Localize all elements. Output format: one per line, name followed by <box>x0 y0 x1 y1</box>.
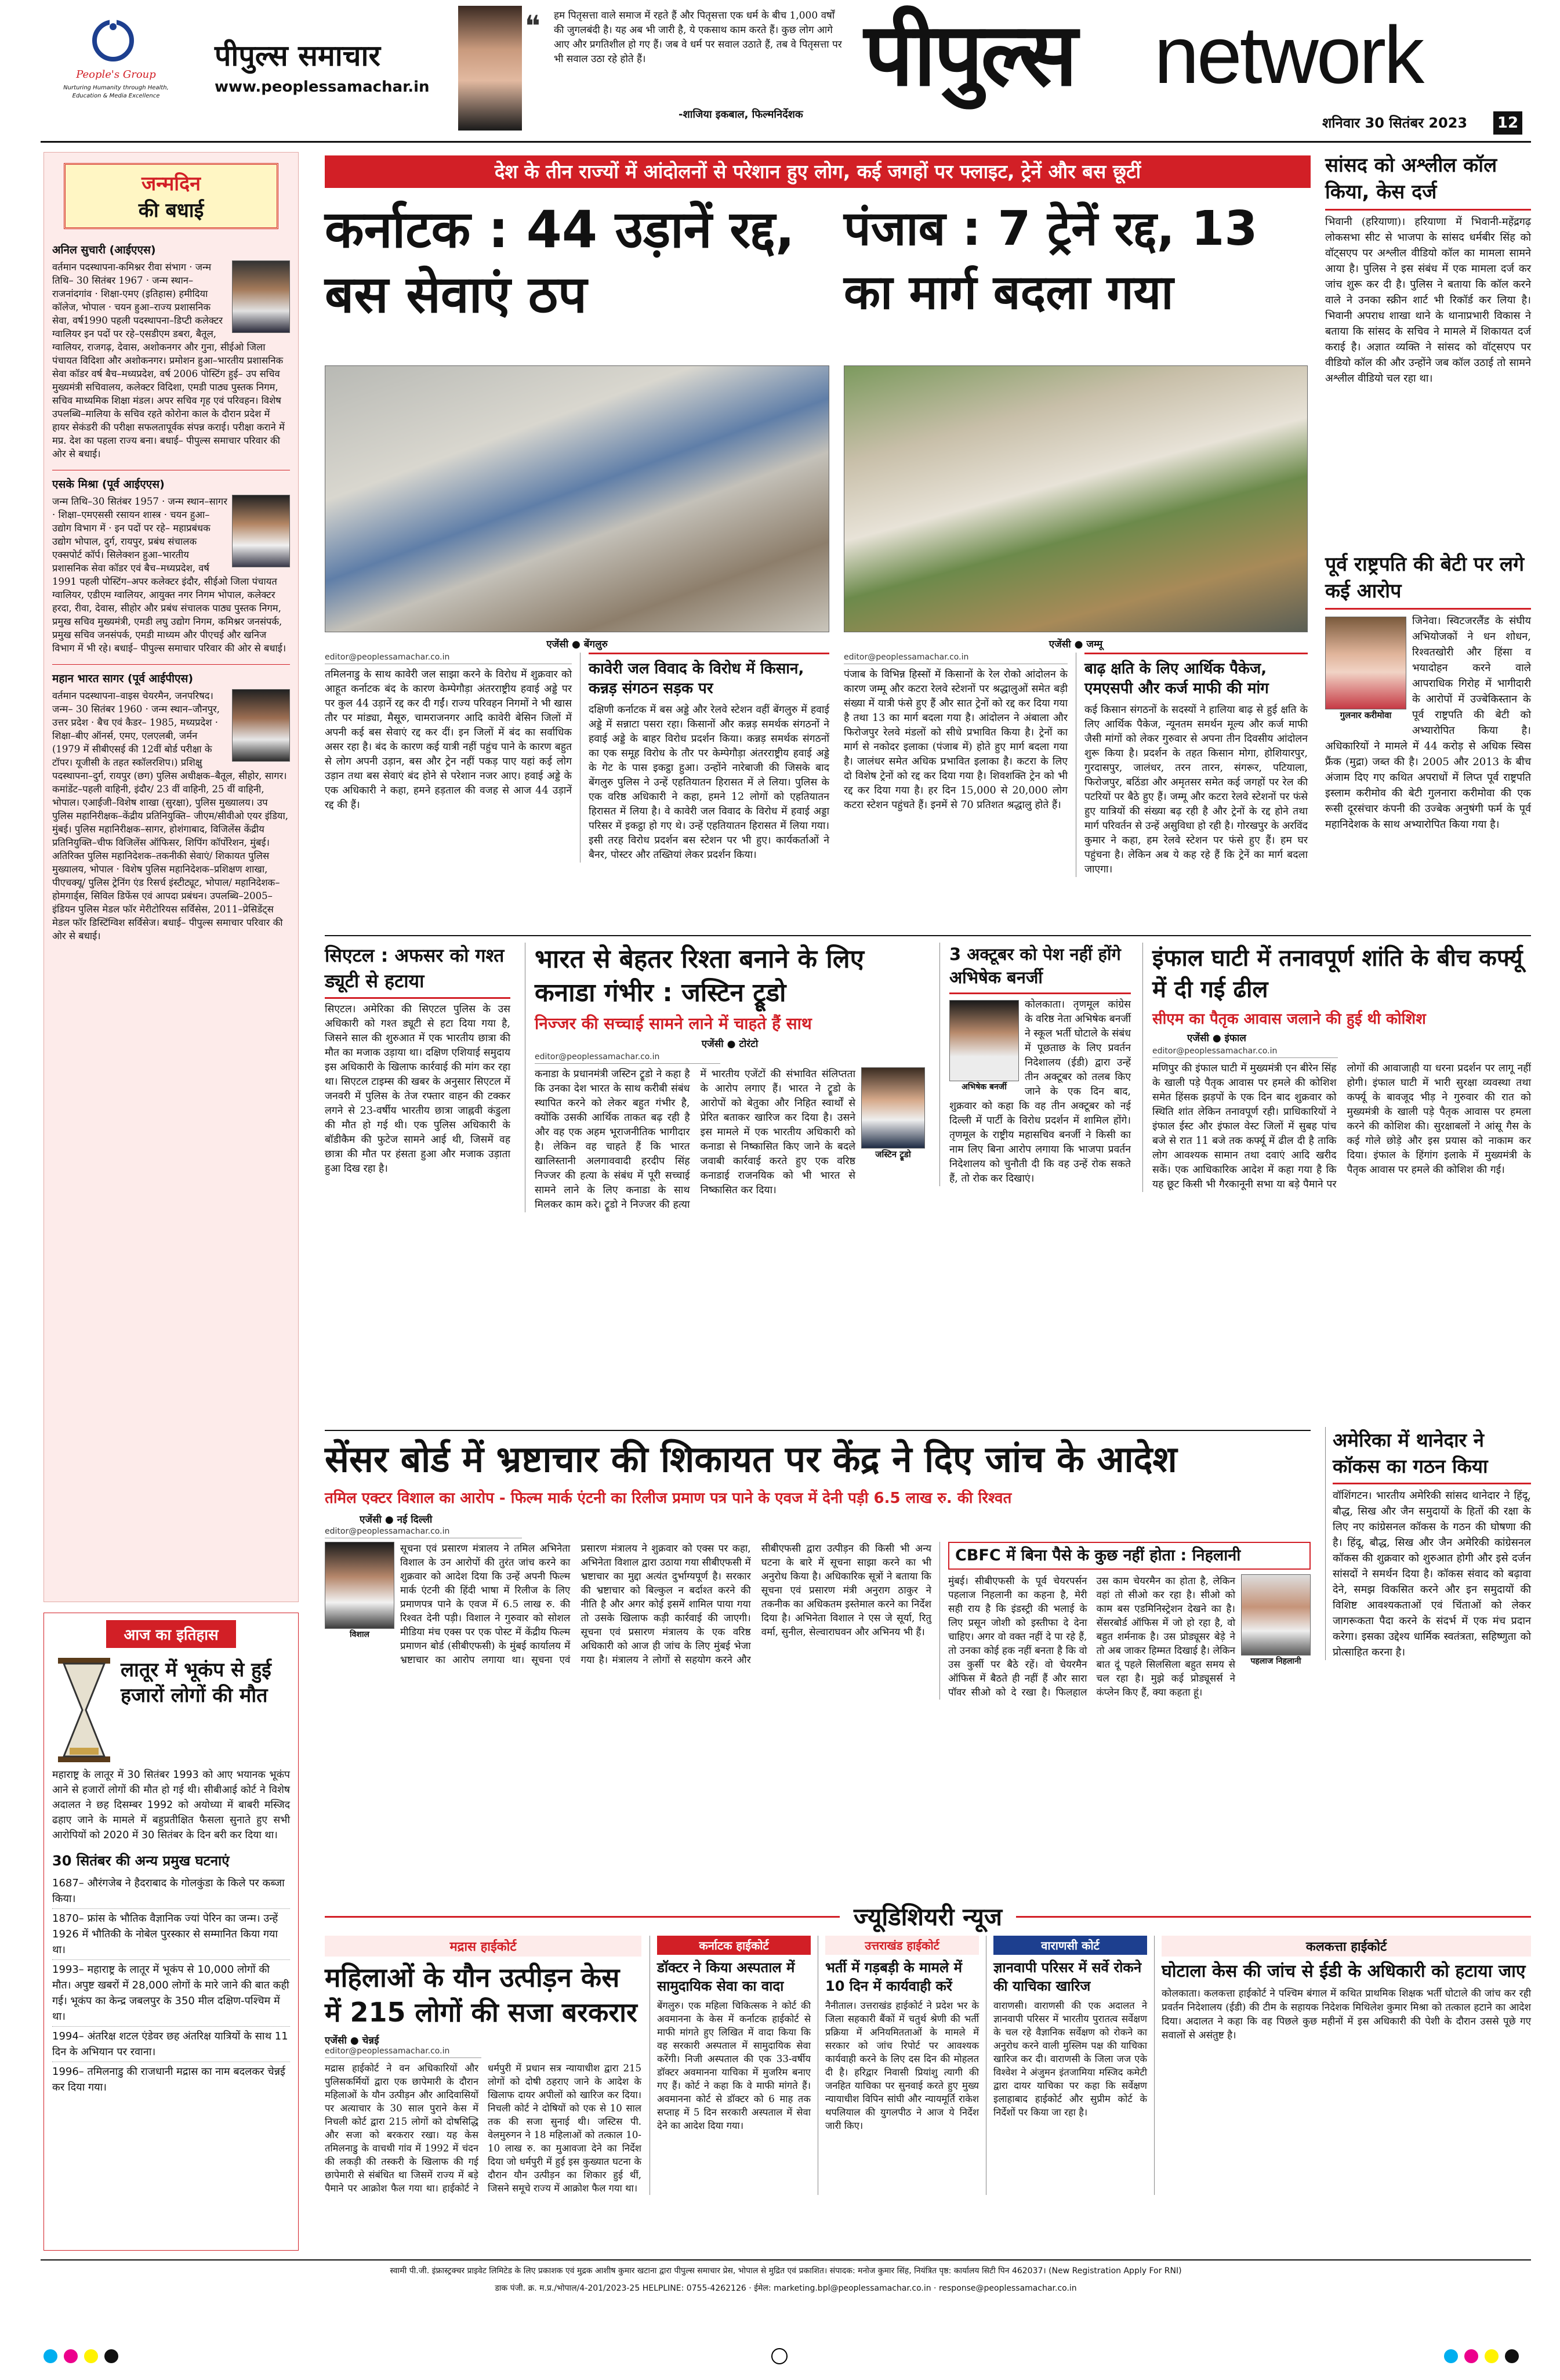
punjab-columns <box>844 653 1308 877</box>
former-president-photo-wrap <box>1325 617 1406 721</box>
karnataka-side-rule <box>589 653 829 654</box>
trudeau-headline: भारत से बेहतर रिश्ता बनाने के लिए कनाडा गंभीर : जस्टिन ट्रूडो <box>535 944 864 1008</box>
black-mark-icon <box>1505 2349 1519 2363</box>
cyan-mark-icon <box>43 2349 57 2363</box>
history-events <box>52 1874 290 2097</box>
punjab-email[interactable]: editor@peoplessamachar.co.in <box>844 653 1068 664</box>
punjab-side-headline: बाढ़ क्षति के लिए आर्थिक पैकेज, एमएसपी और कर्ज माफी की मांग <box>1084 660 1269 697</box>
punjab-headline: पंजाब : 7 ट्रेनें रद्द, 13 का मार्ग बदला गया <box>844 201 1258 320</box>
karnataka-hc-headline: डॉक्टर ने किया अस्पताल में सामुदायिक सेवा का वादा <box>657 1959 795 1994</box>
birthday-person-name: अनिल सुचारी (आईएएस) <box>52 244 156 256</box>
imphal-sub: सीएम का पैतृक आवास जलाने की हुई थी कोशिश <box>1152 1010 1426 1028</box>
seattle-headline: सिएटल : अफसर को गश्त ड्यूटी से हटाया <box>325 944 505 992</box>
trudeau-email[interactable]: editor@peoplessamachar.co.in <box>535 1052 720 1064</box>
madras-agency: एजेंसी ● चेन्नई <box>325 2035 379 2046</box>
trudeau-sub: निज्जर की सच्चाई सामने लाने में चाहते हैं साथ <box>535 1014 812 1033</box>
karnataka-agency: एजेंसी ● बेंगलुरु <box>546 639 608 650</box>
judiciary-label-row <box>325 1900 1531 1932</box>
karnataka-hc-body: बेंगलुरु। एक महिला चिकित्सक ने कोर्ट की अवमानना के केस में कर्नाटक हाईकोर्ट से माफी मांगते हुए लिखित में वादा किया कि वह सरकारी अस्पताल में सामुदायिक सेवा करेंगी। निजी अस्पताल की एक 33-वर्षीय डॉक्टर अवमानना याचिका में मुजरिम बनाए गए हैं। कोर्ट ने कहा कि वे माफी मांगते हैं। अवमानना कोर्ट से डॉक्टर को 6 माह तक सप्ताह में 5 दिन सरकारी अस्पताल में सेवा देने का आदेश दिया गया। <box>657 2000 811 2131</box>
judiciary-label: ज्यूडिशियरी न्यूज <box>840 1903 1016 1931</box>
hourglass-icon <box>52 1655 116 1765</box>
quote-author-photo <box>458 6 522 131</box>
masthead <box>0 0 1560 145</box>
censor-main-col <box>325 1542 939 1700</box>
footer-rule <box>41 2259 1531 2261</box>
color-marks <box>43 2349 122 2365</box>
calcutta-hc-body: कोलकाता। कलकत्ता हाईकोर्ट ने पश्चिम बंगाल में कथित प्राथमिक शिक्षक भर्ती घोटाले की जांच कर रही प्रवर्तन निदेशालय (ईडी) की टीम के सहायक निदेशक मिथिलेश कुमार मिश्रा को तत्काल हटाने का आदेश दिया। अदालत ने कहा कि वह पिछले कुछ महीनों में इस अधिकारी की पेशी के दौरान उससे पूछे गए सवालों से असंतुष्ट है। <box>1162 1988 1531 2041</box>
peoples-group-name: People's Group <box>76 68 156 81</box>
censor-photo-wrap <box>325 1542 394 1640</box>
cbfc-headline: CBFC में बिना पैसे के कुछ नहीं होता : निहलानी <box>948 1542 1311 1570</box>
abhishek-photo-caption: अभिषेक बनर्जी <box>962 1082 1007 1092</box>
abhishek-rule <box>949 992 1131 994</box>
mp-case-rule <box>1325 209 1531 211</box>
masthead-rule <box>41 141 1531 143</box>
calcutta-hc-court-tag: कलकत्ता हाईकोर्ट <box>1162 1936 1531 1957</box>
cbfc-photo <box>1241 1574 1311 1656</box>
karnataka-hc-court-tag: कर्नाटक हाईकोर्ट <box>657 1936 811 1955</box>
cbfc-body: मुंबई। सीबीएफसी के पूर्व चेयरपर्सन पहलाज निहलानी का कहना है, मेरी सही राय है कि इंडस्ट्री की भलाई के लिए प्रसून जोशी को इस्तीफा दे देना चाहिए। अगर वो वक्त नहीं दे पा रहे हैं, तो उनका कोई हक नहीं बनता है कि वो उस कुर्सी पर बैठे रहें। वो चेयरमैन ऑफिस में बैठते ही नहीं हैं और सारा पॉवर सीओ को दे रखा है। फिलहाल उस काम चेयरमैन का होता है, लेकिन वहां तो सीओ कर रहा है। सीओ को काम बस एडमिनिस्ट्रेशन देखने का है। सेंसरबोर्ड ऑफिस में जो हो रहा है, वो बहुत शर्मनाक है। उस प्रोड्यूसर बेड़े ने तो अब जाकर हिम्मत दिखाई है। लेकिन बात दूं पहले सिलसिला बहुत समय से चल रहा है। मुझे कई प्रोड्यूसर्स ने कंप्लेन किए हैं, क्या कहता हूं। <box>948 1575 1235 1698</box>
usa-headline: अमेरिका में थानेदार ने कॉकस का गठन किया <box>1333 1429 1488 1477</box>
karnataka-columns <box>325 653 829 863</box>
censor-email[interactable]: editor@peoplessamachar.co.in <box>325 1527 522 1538</box>
brand-en-text: network <box>1154 9 1423 100</box>
former-president-rule <box>1325 608 1531 610</box>
trudeau-story <box>525 943 925 1212</box>
seattle-story <box>325 943 510 1176</box>
varanasi-court-story <box>986 1936 1154 2195</box>
paper-small-logo: पीपुल्स समाचार <box>215 39 380 73</box>
madras-headline: महिलाओं के यौन उत्पीड़न केस में 215 लोगों की सजा बरकरार <box>325 1962 637 2028</box>
color-marks-right <box>1444 2349 1522 2365</box>
punjab-agency: एजेंसी ● जम्मू <box>1049 639 1103 650</box>
madras-body: मद्रास हाईकोर्ट ने वन अधिकारियों और पुलिसकर्मियों द्वारा एक छापेमारी के दौरान महिलाओं के यौन उत्पीड़न और आदिवासियों पर अत्याचार के 30 साल पुराने केस में निचली कोर्ट द्वारा 215 लोगों को दोषसिद्धि और सजा को बरकरार रखा। यह केस तमिलनाडु के वाचथी गांव में 1992 में चंदन की लकड़ी की तस्करी के खिलाफ की गई छापेमारी से संबंधित था जिसमें राज्य में बड़े पैमाने पर आक्रोश फैल गया था। हाईकोर्ट ने धर्मपुरी में प्रधान सत्र न्यायाधीश द्वारा 215 लोगों को दोषी ठहराए जाने के आदेश के खिलाफ दायर अपीलों को खारिज कर दिया। निचली कोर्ट ने दोषियों को एक से 10 साल तक की सजा सुनाई थी। जस्टिस पी. वेलमुरुगन ने 18 महिलाओं को तत्काल 10-10 लाख रु. का मुआवजा देने का निर्देश दिया जो धर्मपुरी में हुई इस कुख्यात घटना के दौरान यौन उत्पीड़न का शिकार हुई थीं, जिसने समूचे राज्य में आक्रोश फैल गया था। <box>325 2063 641 2194</box>
history-tag <box>52 1620 290 1648</box>
mp-case-headline: सांसद को अश्लील कॉल किया, केस दर्ज <box>1325 154 1497 204</box>
madras-story <box>325 1936 650 2195</box>
uttarakhand-hc-court-tag: उत्तराखंड हाईकोर्ट <box>825 1936 979 1955</box>
row3-rule <box>325 1430 1311 1431</box>
seattle-rule <box>325 997 510 999</box>
cbfc-photo-wrap <box>1241 1574 1311 1667</box>
brand-en <box>1154 6 1422 104</box>
history-event: 1993– महाराष्ट्र के लातूर में भूकंप से 10,000 लोगों की मौत। अपुष्ट खबरों में 28,000 लोगों के मारे जाने की बात कही गई। भूकंप का केन्द्र जबलपुर के 350 मील दक्षिण-पश्चिम में था। <box>52 1960 290 2027</box>
karnataka-side-body: दक्षिणी कर्नाटक में बस अड्डे और रेलवे स्टेशन वहीं बेंगलुरु में हवाई अड्डे में सन्नाटा पसरा रहा। किसानों और कन्नड़ समर्थक संगठनों ने हवाई अड्डे के बाहर विरोध प्रदर्शन किया। कन्नड़ समर्थक संगठनों का एक समूह विरोध के तौर पर केम्पेगौड़ा अंतरराष्ट्रीय हवाई अड्डे के गेट के पास इकट्ठा हुआ। उन्होंने नारेबाजी की जिसके बाद बेंगलुरु पुलिस ने उन्हें एहतियातन हिरासत में ले लिया। पुलिस के एक वरिष्ठ अधिकारी ने कहा, हमने 12 लोगों को एहतियातन हिरासत में लिया है। वे कावेरी जल विवाद के विरोध में हवाई अड्डा परिसर में इकट्ठा हो गए थे। उन्हें एहतियातन हिरासत में लिया गया। इसी तरह विरोध प्रदर्शन बस स्टेशन पर भी हुए। कार्यकर्ताओं ने बैनर, पोस्टर और तख्तियां लेकर प्रदर्शन किया। <box>589 704 829 861</box>
usa-story <box>1325 1427 1531 1660</box>
peoples-group-logo <box>81 17 145 66</box>
history-tag-label: आज का इतिहास <box>106 1620 235 1648</box>
punjab-body: पंजाब के विभिन्न हिस्सों में किसानों के रेल रोको आंदोलन के कारण जम्मू और कटरा रेलवे स्टेशनों पर श्रद्धालुओं समेत बड़ी संख्या में यात्री फंसे हुए हैं और सात ट्रेनों को रद्द कर दिया गया है तथा 13 का मार्ग बदला गया है। आंदोलन ने अंबाला और फिरोजपुर रेलवे मंडलों को सीधे प्रभावित किया है। ट्रेनों का मार्ग से नकोदर इलाका (पंजाब में) होते हुए मार्ग बदला गया है। जालंधर समेत अधिक प्रभावित इलाका है। कटरा के लिए दो विशेष ट्रेनों को रद्द कर दिया गया है। शिवशक्ति ट्रेन को भी रद्द कर दिया गया है। हर दिन 15,000 से 20,000 लोग कटरा स्टेशन पहुंचते हैं। इनमें से 70 प्रतिशत श्रद्धालु होते हैं। <box>844 669 1068 811</box>
history-icon <box>52 1655 116 1765</box>
karnataka-story <box>325 191 829 928</box>
birthday-person-bio: वर्तमान पदस्थापना-कमिश्नर रीवा संभाग · जन्म तिथि– 30 सितंबर 1967 · जन्म स्थान– राजनांदगांव · शिक्षा-एमए (इतिहास) हमीदिया कॉलेज, भोपाल · चयन हुआ–राज्य प्रशासनिक सेवा, वर्ष1990 पहली पदस्थापना–डिप्टी कलेक्टर ग्वालियर इन पदों पर रहे–एसडीएम डबरा, बैतूल, ग्वालियर, राजगढ़, देवास, अशोकनगर और गुना, सीईओ जिला पंचायत विदिशा और अशोकनगर। प्रमोशन हुआ–भारतीय प्रशासनिक सेवा कॉडर वर्ष बैच–मध्यप्रदेश, वर्ष 2006 पोस्टिंग हुई– उप सचिव मुख्यमंत्री सचिवालय, कलेक्टर विदिशा, एमडी पाठ्य पुस्तक निगम, सचिव माध्यमिक शिक्षा मंडल। अपर सचिव गृह एवं परिवहन। विशेष उपलब्धि–मालिया के सचिव रहते कोरोना काल के दौरान प्रदेश में हायर सेकंडरी की परीक्षा सफलतापूर्वक संपन्न कराई। परीक्षा कराने में मप्र. देश का पहला राज्य बना। बधाई– पीपुल्स समाचार परिवार की ओर से बधाई। <box>52 262 285 459</box>
paper-url[interactable]: www.peoplessamachar.in <box>215 78 430 96</box>
brand-hindi: पीपुल्स <box>864 5 1076 106</box>
birthday-title-line2: की बधाई <box>138 199 204 222</box>
history-event: 1870– फ्रांस के भौतिक वैज्ञानिक ज्यां पेरिन का जन्म। उन्हें 1926 में भौतिकी के नोबेल पुरस्कार से सम्मानित किया गया था। <box>52 1909 290 1960</box>
masthead-quote: हम पितृसत्ता वाले समाज में रहते हैं और पितृसत्ता एक धर्म के बीच 1,000 वर्षों की जुगलबंदी है। यह अब भी जारी है, ये एकसाथ काम करते हैं। कुछ लोग आगे आए और प्रगतिशील हो गए हैं। जब वे धर्म पर सवाल उठाते हैं, तब वे पितृसत्ता पर भी सवाल उठा रहे होते हैं। <box>554 10 842 65</box>
history-event: 1994– अंतरिक्ष शटल एंडेवर छह अंतरिक्ष यात्रियों के साथ 11 दिन के अभियान पर रवाना। <box>52 2027 290 2062</box>
cbfc-box <box>939 1542 1311 1700</box>
varanasi-court-body: वाराणसी। वाराणसी की एक अदालत ने ज्ञानवापी परिसर में भारतीय पुरातत्व सर्वेक्षण के चल रहे वैज्ञानिक सर्वेक्षण को रोकने का अनुरोध करने वाली मुस्लिम पक्ष की याचिका खारिज कर दी। वाराणसी के जिला जज एके विश्वेश ने अंजुमन इंतजामिया मस्जिद कमेटी द्वारा दायर याचिका पर कहा कि सर्वेक्षण इलाहाबाद हाईकोर्ट और सुप्रीम कोर्ट के निर्देशों पर किया जा रहा है। <box>993 2000 1147 2118</box>
trudeau-body: कनाडा के प्रधानमंत्री जस्टिन ट्रूडो ने कहा है कि उनका देश भारत के साथ करीबी संबंध स्थापित करने को लेकर बहुत गंभीर है, क्योंकि उसकी आर्थिक ताकत बढ़ रही है और वह एक अहम भूराजनीतिक भागीदार है। लेकिन वह चाहते हैं कि भारत खालिस्तानी अलगाववादी हरदीप सिंह निज्जर की हत्या के संबंध में पूरी सच्चाई सामने लाने के लिए कनाडा के साथ मिलकर काम करे। ट्रूडो ने निज्जर की हत्या में भारतीय एजेंटों की संभावित संलिप्तता के आरोप लगाए हैं। भारत ने ट्रूडो के आरोपों को बेतुका और निहित स्वार्थों से प्रेरित बताकर खारिज कर दिया है। उसने इस मामले में एक भारतीय अधिकारी को कनाडा से निष्कासित किए जाने के बदले जवाबी कार्रवाई करते हुए एक वरिष्ठ कनाडाई राजनयिक को भी भारत से निष्कासित कर दिया। <box>535 1068 855 1211</box>
lead-banner: देश के तीन राज्यों में आंदोलनों से परेशान हुए लोग, कई जगहों पर फ्लाइट, ट्रेनें और बस छूटीं <box>325 155 1311 188</box>
karnataka-headline: कर्नाटक : 44 उड़ानें रद्द, बस सेवाएं ठप <box>325 200 795 324</box>
trudeau-photo-wrap <box>861 1067 925 1160</box>
varanasi-court-tag: वाराणसी कोर्ट <box>993 1936 1147 1955</box>
magenta-mark-icon <box>1464 2349 1478 2363</box>
judiciary-columns <box>325 1936 1531 2195</box>
birthday-person-photo <box>232 495 290 567</box>
censor-photo <box>325 1542 394 1629</box>
censor-story <box>325 1436 1311 1888</box>
trudeau-photo <box>861 1067 925 1149</box>
former-president-photo <box>1325 617 1406 709</box>
madras-court-tag: मद्रास हाईकोर्ट <box>325 1936 641 1957</box>
censor-columns <box>325 1542 1311 1700</box>
madras-email[interactable]: editor@peoplessamachar.co.in <box>325 2046 481 2058</box>
history-headline: लातूर में भूकंप से हुई हजारों लोगों की मौत <box>121 1658 271 1707</box>
birthday-person-name: महान भारत सागर (पूर्व आईपीएस) <box>52 664 290 686</box>
mp-case-body: भिवानी (हरियाणा)। हरियाणा में भिवानी-महेंद्रगढ़ लोकसभा सीट से भाजपा के सांसद धर्मबीर सिंह को वॉट्सएप पर अश्लील वीडियो कॉल का मामला सामने आया है। पुलिस ने इस संबंध में एक मामला दर्ज कर जांच शुरू कर दी है। पुलिस ने बताया कि कॉल करने वाले ने उनका स्क्रीन शार्ट भी रिकॉर्ड कर लिया है। भिवानी अपराध शाखा थाने के थानाप्रभारी विकास ने बताया कि सांसद के सचिव ने मामले में शिकायत दर्ज कराई है। अज्ञात व्यक्ति ने सांसद को वॉट्सएप पर वीडियो कॉल की और उन्होंने जब कॉल उठाई तो सामने अश्लील वीडियो चल रहा था। <box>1325 216 1531 385</box>
yellow-mark-icon <box>84 2349 98 2363</box>
karnataka-hc-story <box>650 1936 818 2195</box>
cbfc-photo-caption: पहलाज निहलानी <box>1250 1657 1301 1666</box>
former-president-photo-caption: गुलनार करीमोवा <box>1340 710 1392 720</box>
birthday-box <box>43 152 299 1602</box>
seattle-body: सिएटल। अमेरिका की सिएटल पुलिस के उस अधिकारी को गश्त ड्यूटी से हटा दिया गया है, जिसने साल की शुरुआत में एक भारतीय छात्रा की मौत का मजाक उड़ाया था। दक्षिण एशियाई समुदाय इस अधिकारी के खिलाफ कार्रवाई की मांग कर रहा था। सिएटल टाइम्स की खबर के अनुसार सिएटल में जनवरी में पुलिस के तेज रफ्तार वाहन की टक्कर लगने से 23-वर्षीय भारतीय छात्रा जाह्नवी कंडुला की मौत हो गई थी। एक पुलिस अधिकारी के बॉडीकैम की फुटेज सामने आई थी, जिसमें वह छात्रा की मौत पर हंसता हुआ और मजाक उड़ाता हुआ दिख रहा है। <box>325 1004 510 1175</box>
karnataka-email[interactable]: editor@peoplessamachar.co.in <box>325 653 572 664</box>
karnataka-body: तमिलनाडु के साथ कावेरी जल साझा करने के विरोध में शुक्रवार को आहूत कर्नाटक बंद के कारण केम्पेगौड़ा अंतरराष्ट्रीय हवाई अड्डे पर पर कुल 44 उड़ानें रद्द कर दी गईं। राज्य परिवहन निगमों ने भी खास तौर पर मांड्या, मैसूरु, चामराजनगर आदि कावेरी बेसिन जिलों में अपनी कई बस सेवाएं रद्द कर दीं। इन जिलों में बंद का सर्वाधिक असर रहा है। बंद के कारण कई यात्री नहीं पहुंच पाने के कारण बहुत से लोग अपनी उड़ान, बस और ट्रेन नहीं पकड़ पाए यहां कई लोग उड़ान तथा बस सेवाएं बंद होने से परेशान नजर आए। हवाई अड्डे के एक अधिकारी ने कहा, हमने हड़ताल की वजह से आज 44 उड़ानें रद्द की हैं। <box>325 669 572 811</box>
karnataka-side-col <box>580 653 829 863</box>
birthday-person-photo <box>232 689 290 762</box>
footer-contact: डाक पंजी. क्र. म.प्र./भोपाल/4-201/2023-25 HELPLINE: 0755-4262126 · ईमेल: marketing.bpl@peoplessamachar.co.in · response@peoplessamachar.co.in <box>495 2284 1077 2293</box>
former-president-story <box>1325 551 1531 832</box>
abhishek-body: कोलकाता। तृणमूल कांग्रेस के वरिष्ठ नेता अभिषेक बनर्जी ने स्कूल भर्ती घोटाले के संबंध में पूछताछ के लिए प्रवर्तन निदेशालय (ईडी) द्वारा उन्हें तीन अक्टूबर को तलब किए जाने के एक दिन बाद, शुक्रवार को कहा कि वह तीन अक्टूबर को नई दिल्ली में पार्टी के विरोध प्रदर्शन में शामिल होंगे। तृणमूल के राष्ट्रीय महासचिव बनर्जी ने किसी का नाम लिए बिना आरोप लगाया कि भाजपा प्रवर्तन निदेशालय को चुनौती दी कि वह उन्हें रोक सकते हैं, तो रोक कर दिखाएं। <box>949 999 1131 1184</box>
usa-body: वॉशिंगटन। भारतीय अमेरिकी सांसद थानेदार ने हिंदू, बौद्ध, सिख और जैन समुदायों के हितों की रक्षा के लिए नए कांग्रेसनल कॉकस के गठन की घोषणा की है। हिंदू, बौद्ध, सिख और जैन अमेरिकी कांग्रेसनल कॉकस की शुक्रवार को शुरुआत होगी और इसे दर्जन सांसदों ने समर्थन दिया है। कॉकस संवाद को बढ़ावा देने, समझ विकसित करने और इन समुदायों की विशिष्ट आवश्यकताओं एवं चिंताओं को लेकर जागरूकता पैदा करने के संदर्भ में एक मंच प्रदान करेगा। इसका उद्देश्य धार्मिक स्वतंत्रता, सहिष्णुता को प्रोत्साहित करना है। <box>1333 1490 1531 1658</box>
birthday-title-line1: जन्मदिन <box>141 172 201 195</box>
punjab-photo <box>844 365 1308 632</box>
varanasi-court-headline: ज्ञानवापी परिसर में सर्वे रोकने की याचिका खारिज <box>993 1959 1142 1994</box>
judiciary-section <box>325 1900 1531 2251</box>
imphal-story <box>1142 943 1531 1192</box>
uttarakhand-hc-story <box>818 1936 986 2195</box>
history-list-title: 30 सितंबर की अन्य प्रमुख घटनाएं <box>52 1853 230 1869</box>
abhishek-photo-wrap <box>949 1000 1019 1092</box>
imphal-agency: एजेंसी ● इंफाल <box>1187 1033 1246 1044</box>
former-president-headline: पूर्व राष्ट्रपति की बेटी पर लगे कई आरोप <box>1325 553 1525 603</box>
abhishek-headline: 3 अक्टूबर को पेश नहीं होंगे अभिषेक बनर्जी <box>949 944 1121 987</box>
trudeau-agency: एजेंसी ● टोरंटो <box>701 1038 759 1050</box>
birthday-person-photo <box>232 260 290 333</box>
censor-sub: तमिल एक्टर विशाल का आरोप - फिल्म मार्क एंटनी का रिलीज प्रमाण पत्र पाने के एवज में देनी पड़ी 6.5 लाख रु. की रिश्वत <box>325 1490 1012 1507</box>
karnataka-main-col <box>325 653 580 863</box>
birthday-title <box>64 163 278 229</box>
history-body: महाराष्ट्र के लातूर में 30 सितंबर 1993 को आए भयानक भूकंप आने से हजारों लोगों की मौत हो गई थी। सीबीआई कोर्ट ने विशेष अदालत ने छह दिसम्बर 1992 को अयोध्या में बाबरी मस्जिद ढहाए जाने के मामले में बहुप्रतीक्षित फैसला सुनाते हुए सभी आरोपियों को 2020 में 30 सितंबर के दिन बरी कर दिया था। <box>52 1769 290 1841</box>
calcutta-hc-story <box>1154 1936 1531 2195</box>
punjab-side-col <box>1076 653 1308 877</box>
karnataka-photo <box>325 365 829 632</box>
former-president-body: जिनेवा। स्विटजरलैंड के संघीय अभियोजकों ने धन शोधन, रिश्वतखोरी और हिंसा व भयादोहन करने वाले आपराधिक गिरोह में भागीदारी के आरोपों में उज्बेकिस्तान के पूर्व राष्ट्रपति की बेटी को अभ्यारोपित किया है। अधिकारियों ने मामले में 44 करोड़ से अधिक स्विस फ्रैंक (मुद्रा) जब्त की है। 2005 और 2013 के बीच अंजाम दिए गए कथित अपराधों में लिप्त पूर्व राष्ट्रपति इस्लाम करीमोव की बेटी गुलनारा करीमोवा की एक रूसी दूरसंचार कंपनी की उज्बेक अनुषंगी फर्म के पूर्व महानिदेशक के साथ अभ्यारोपित किया गया है। <box>1325 615 1531 831</box>
imphal-body: मणिपुर की इंफाल घाटी में मुख्यमंत्री एन बीरेन सिंह के खाली पड़े पैतृक आवास पर हमले की कोशिश समेत हिंसक झड़पों के एक दिन बाद शुक्रवार को स्थिति शांत लेकिन तनावपूर्ण रही। प्राधिकारियों ने इंफाल ईस्ट और इंफाल वेस्ट जिलों में सुबह पांच बजे से रात 11 बजे तक कर्फ्यू में ढील दी है ताकि लोग आवश्यक सामान तथा दवाएं आदि खरीद सकें। एक आधिकारिक आदेश में कहा गया है कि यह छूट किसी भी गैरकानूनी सभा या बड़े पैमाने पर लोगों की आवाजाही या धरना प्रदर्शन पर लागू नहीं होगी। इंफाल घाटी में भारी सुरक्षा व्यवस्था तथा कर्फ्यू के बावजूद भीड़ ने गुरुवार की रात को मुख्यमंत्री के खाली पड़े पैतृक आवास पर हमला करने की कोशिश की। सुरक्षाबलों ने आंसू गैस के कई गोले छोड़े और इस प्रयास को नाकाम कर दिया। इंफाल के हिंगांग इलाके में मुख्यमंत्री के पैतृक आवास पर हमले की कोशिश की गई। <box>1152 1063 1531 1190</box>
trudeau-photo-caption: जस्टिन ट्रूडो <box>875 1149 911 1160</box>
punjab-story <box>844 191 1308 928</box>
usa-rule <box>1333 1483 1531 1484</box>
abhishek-story <box>939 943 1131 1186</box>
punjab-side-rule <box>1084 653 1308 654</box>
imphal-headline: इंफाल घाटी में तनावपूर्ण शांति के बीच कर्फ्यू में दी गई ढील <box>1152 945 1523 1003</box>
punjab-side-body: कई किसान संगठनों के सदस्यों ने हालिया बाढ़ से हुई क्षति के लिए आर्थिक पैकेज, न्यूनतम समर्थन मूल्य और कर्ज माफी जैसी मांगों को लेकर गुरुवार से अपना तीन दिवसीय आंदोलन शुरू किया है। प्रदर्शन के तहत किसान मोगा, होशियारपुर, गुरदासपुर, जालंधर, तरन तारन, संगरूर, पटियाला, फिरोजपुर, बठिंडा और अमृतसर समेत कई जगहों पर रेल की पटरियों पर बैठे हुए हैं। जम्मू और कटरा रेलवे स्टेशनों पर फंसे हुए यात्रियों की संख्या बढ़ रही है और ट्रेनों के रद्द होने तथा मार्ग परिवर्तन से उन्हें असुविधा हो रही है। गोरखपुर के अरविंद कुमार ने कहा, हम रेलवे स्टेशन पर फंसे हुए हैं। हम घर पहुंचना है। लेकिन अब ये कह रहे हैं कि ट्रेनें का मार्ग बदला जाएगा। <box>1084 704 1308 875</box>
censor-photo-caption: विशाल <box>349 1630 370 1639</box>
birthday-person-bio: वर्तमान पदस्थापना–वाइस चेयरमैन, जनपरिषद। जन्म– 30 सितंबर 1960 · जन्म स्थान–जौनपुर, उत्तर प्रदेश · बैच एवं कैडर– 1985, मध्यप्रदेश · शिक्षा–बीए ऑनर्स, एमए, एलएलबी, जर्मन (1979 में सीबीएसई की 12वीं बोर्ड परीक्षा के टॉपर। यूजीसी के तहत स्कॉलरशिप।) प्रशिक्षु पदस्थापना–दुर्ग, रायपुर (छग) पुलिस अधीक्षक–बैतूल, सीहोर, सागर। कमांडेंट–पहली वाहिनी, इंदौर/ 23 वीं वाहिनी, 25 वीं वाहिनी, भोपाल। एआईजी–विशेष शाखा (सुरक्षा), पुलिस मुख्यालय। उप पुलिस महानिरीक्षक–केंद्रीय प्रतिनियुक्ति– जीएम/सीवीओ एयर इंडिया, मुंबई। पुलिस महानिरीक्षक–सागर, होशंगाबाद, विजिलेंस केंद्रीय प्रतिनियुक्ति–चीफ विजिलेंस ऑफिसर, शिपिंग कॉर्पोरेशन, मुंबई। अतिरिक्त पुलिस महानिदेशक–तकनीकी सेवाएं/ शिकायत पुलिस मुख्यालय, भोपाल · विशेष पुलिस महानिदेशक–प्रशिक्षण शाखा, पीएचक्यू/ पुलिस ट्रेनिंग एंड रिसर्च इंस्टीट्यूट, भोपाल/ महानिदेशक– होमगार्ड्स, सिविल डिफेंस एवं आपदा प्रबंधन। उपलब्धि–2005–इंडियन पुलिस मेडल फॉर मेरीटोरियस सर्विसेस, 2011–प्रेसिडेंट्स मेडल फॉर डिस्टिंग्विश सर्विसेज। बधाई– पीपुल्स समाचार परिवार की ओर से बधाई। <box>52 690 288 941</box>
censor-headline: सेंसर बोर्ड में भ्रष्टाचार की शिकायत पर केंद्र ने दिए जांच के आदेश <box>325 1438 1177 1480</box>
abhishek-photo <box>949 1000 1019 1081</box>
registration-mark-icon <box>771 2348 788 2367</box>
calcutta-hc-headline: घोटाला केस की जांच से ईडी के अधिकारी को हटाया जाए <box>1162 1961 1526 1981</box>
karnataka-side-headline: कावेरी जल विवाद के विरोध में किसान, कन्नड़ संगठन सड़क पर <box>589 660 804 697</box>
history-event: 1687– औरंगजेब ने हैदराबाद के गोलकुंडा के किले पर कब्जा किया। <box>52 1874 290 1909</box>
history-box <box>43 1613 299 2251</box>
yellow-mark-icon <box>1485 2349 1499 2363</box>
birthday-person-bio: जन्म तिथि–30 सितंबर 1957 · जन्म स्थान–सागर · शिक्षा–एमएससी रसायन शास्त्र · चयन हुआ–उद्योग विभाग में · इन पदों पर रहे– महाप्रबंधक उद्योग भोपाल, दुर्ग, रायपुर, प्रबंध संचालक एक्सपोर्ट कॉर्प। सिलेक्शन हुआ–भारतीय प्रशासनिक सेवा कॉडर एवं बैच–मध्यप्रदेश, वर्ष 1991 पहली पोस्टिंग–अपर कलेक्टर इंदौर, सीईओ जिला पंचायत ग्वालियर, एडीएम ग्वालियर, आयुक्त नगर निगम भोपाल, कलेक्टर हरदा, रीवा, देवास, सीहोर और प्रबंध संचालक पाठ्य पुस्तक निगम, प्रमुख सचिव मुख्यमंत्री, एमडी लघु उद्योग निगम, कमिश्नर जनसंपर्क, प्रमुख सचिव जनसंपर्क, एमडी माध्यम और पीएचई और खनिज विभाग में भी रहे। बधाई– पीपुल्स समाचार परिवार की ओर से बधाई। <box>52 496 286 654</box>
masthead-quote-author: -शाजिया इकबाल, फिल्मनिर्देशक <box>679 108 803 121</box>
black-mark-icon <box>104 2349 118 2363</box>
censor-body: सूचना एवं प्रसारण मंत्रालय ने तमिल अभिनेता विशाल के उन आरोपों की तुरंत जांच करने का शुक्रवार को आदेश दिया कि उन्हें अपनी फिल्म मार्क एंटनी की हिंदी भाषा में रिलीज के लिए प्रमाणपत्र पाने के एवज में 6.5 लाख रु. की रिश्वत देनी पड़ी। विशाल ने गुरुवार को सोशल मीडिया मंच एक्स पर एक पोस्ट में केंद्रीय फिल्म प्रमाणन बोर्ड (सीबीएफसी) के मुंबई कार्यालय में भ्रष्टाचार का आरोप लगाया था। सूचना एवं प्रसारण मंत्रालय ने शुक्रवार को एक्स पर कहा, अभिनेता विशाल द्वारा उठाया गया सीबीएफसी में भ्रष्टाचार का मुद्दा अत्यंत दुर्भाग्यपूर्ण है। सरकार की भ्रष्टाचार को बिल्कुल न बर्दाश्त करने की नीति है और अगर कोई इसमें शामिल पाया गया तो उसके खिलाफ कड़ी कार्रवाई की जाएगी। सूचना एवं प्रसारण मंत्रालय के एक वरिष्ठ अधिकारी को आज ही जांच के लिए मुंबई भेजा गया है। मंत्रालय ने लोगों से सहयोग करने और सीबीएफसी द्वारा उत्पीड़न की किसी भी अन्य घटना के बारे में सूचना साझा करने का भी अनुरोध किया है। अधिकारिक सूत्रों ने बताया कि सूचना एवं प्रसारण मंत्री अनुराग ठाकुर ने तकनीक का अधिकतम इस्तेमाल करने का निर्देश दिया है। अभिनेता विशाल ने एस जे सूर्या, रितु वर्मा, सुनील, सेल्वाराघवन और अभिनय भी हैं। <box>400 1543 931 1666</box>
mp-case-story <box>1325 152 1531 386</box>
cyan-mark-icon <box>1444 2349 1458 2363</box>
imphal-email[interactable]: editor@peoplessamachar.co.in <box>1152 1046 1338 1058</box>
issue-date: शनिवार 30 सितंबर 2023 <box>1322 115 1468 131</box>
magenta-mark-icon <box>64 2349 78 2363</box>
page-number: 12 <box>1493 111 1522 135</box>
birthday-person-name: एसके मिश्रा (पूर्व आईएएस) <box>52 470 290 491</box>
peoples-group-emblem-icon <box>90 17 136 64</box>
punjab-main-col <box>844 653 1076 877</box>
row2-rule <box>325 935 1531 936</box>
uttarakhand-hc-headline: भर्ती में गड़बड़ी के मामले में 10 दिन में कार्यवाही करें <box>825 1959 962 1994</box>
history-event: 1996– तमिलनाडु की राजधानी मद्रास का नाम बदलकर चेन्नई कर दिया गया। <box>52 2066 285 2093</box>
quote-mark-icon: ❝ <box>525 9 540 43</box>
peoples-group-tag: Nurturing Humanity through Health, Education & Media Excellence <box>63 85 169 99</box>
footer-imprint: स्वामी पी.जी. इंफ्रास्ट्रक्चर प्राइवेट लिमिटेड के लिए प्रकाशक एवं मुद्रक आशीष कुमार खटाना द्वारा पीपुल्स समाचार प्रेस, भोपाल से मुद्रित एवं प्रकाशित। संपादक: मनोज कुमार सिंह, नियंत्रित पृष्ठ: कार्यालय सिटी पिन 462037। (New Registration Apply For RNI) <box>390 2266 1182 2276</box>
uttarakhand-hc-body: नैनीताल। उत्तराखंड हाईकोर्ट ने प्रदेश भर के जिला सहकारी बैंकों में चतुर्थ श्रेणी की भर्ती प्रक्रिया में अनियमितताओं के मामले में सरकार को जांच रिपोर्ट पर आवश्यक कार्यवाही करने के लिए दस दिन की मोहलत दी है। हरिद्वार निवासी प्रियांशु त्यागी की जनहित याचिका पर सुनवाई करते हुए मुख्य न्यायाधीश विपिन सांघी और न्यायमूर्ति राकेश थपलियाल की युगलपीठ ने आज ये निर्देश जारी किए। <box>825 2000 979 2131</box>
censor-agency: एजेंसी ● नई दिल्ली <box>360 1514 433 1526</box>
